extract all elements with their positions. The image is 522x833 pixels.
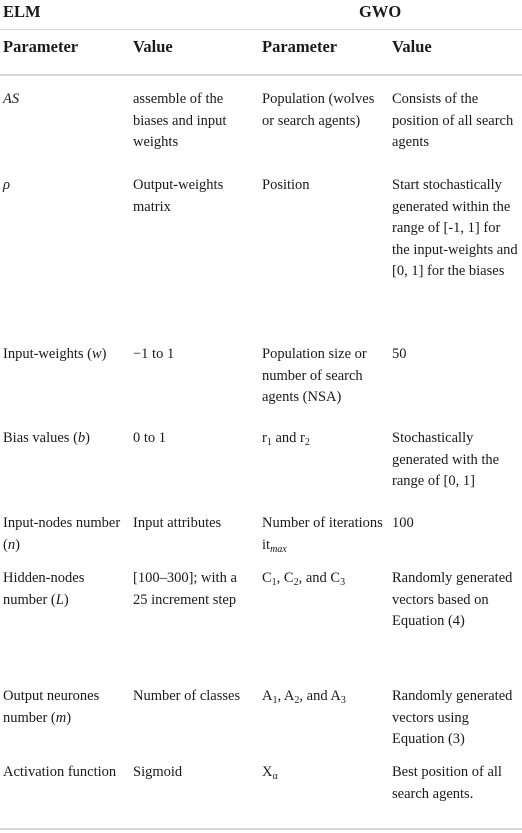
column-header-value-gwo: Value <box>392 37 432 56</box>
gwo-param-position: Position <box>262 177 310 193</box>
elm-param-input-nodes: Input-nodes number (n) <box>3 515 121 553</box>
column-header-value-elm: Value <box>133 37 173 56</box>
gwo-value-r1-r2: Stochastically generated with the range of [0, 1] <box>392 430 500 489</box>
elm-param-bias-values: Bias values (b) <box>3 430 90 446</box>
elm-param-hidden-nodes: Hidden-nodes number (L) <box>3 570 85 608</box>
gwo-value-iterations: 100 <box>392 515 414 531</box>
column-header-parameter-gwo: Parameter <box>262 37 338 56</box>
column-header-divider <box>0 74 522 76</box>
elm-param-input-weights: Input-weights (w) <box>3 346 107 362</box>
elm-value-input-weights: −1 to 1 <box>133 346 175 362</box>
gwo-param-a-vectors: $A_1$, $A_2$, and $A_3$ <box>262 688 346 706</box>
elm-param-output-neurones: Output neurones number (m) <box>3 688 100 726</box>
gwo-value-population: Consists of the position of all search agents <box>392 91 514 150</box>
header-divider <box>0 29 522 30</box>
elm-value-bias-values: 0 to 1 <box>133 430 167 446</box>
gwo-value-a-vectors: Randomly generated vectors using Equation (3) <box>392 688 513 747</box>
gwo-value-c-vectors: Randomly generated vectors based on Equation (4) <box>392 570 513 629</box>
elm-param-as: AS <box>3 91 20 107</box>
elm-value-as: assemble of the biases and input weights <box>133 91 227 150</box>
group-header-elm: ELM <box>3 2 41 21</box>
elm-value-hidden-nodes: [100–300]; with a 25 increment step <box>133 570 237 608</box>
gwo-value-population-size: 50 <box>392 346 407 362</box>
gwo-value-x-alpha: Best position of all search agents. <box>392 764 502 802</box>
column-header-parameter-elm: Parameter <box>3 37 79 56</box>
group-header-gwo: GWO <box>359 2 402 21</box>
elm-param-rho: ρ <box>3 177 10 193</box>
gwo-param-x-alpha: $X_\alpha$ <box>262 764 278 782</box>
gwo-param-iterations: Number of iterations $it_{max}$ <box>262 515 383 555</box>
gwo-param-population: Population (wolves or search agents) <box>262 91 375 129</box>
gwo-param-r1-r2: $r_1$ and $r_2$ <box>262 430 310 448</box>
elm-param-activation: Activation function <box>3 764 117 780</box>
gwo-value-position: Start stochastically generated within the range of [-1, 1] for the input-weights and [0, 1] for the biases <box>392 177 518 279</box>
table-bottom-rule <box>0 828 522 830</box>
elm-value-rho: Output-weights matrix <box>133 177 224 215</box>
elm-value-input-nodes: Input attributes <box>133 515 222 531</box>
gwo-param-population-size: Population size or number of search agents (NSA) <box>262 346 367 405</box>
elm-value-activation: Sigmoid <box>133 764 183 780</box>
elm-value-output-neurones: Number of classes <box>133 688 241 704</box>
gwo-param-c-vectors: $C_1$, $C_2$, and $C_3$ <box>262 570 346 588</box>
